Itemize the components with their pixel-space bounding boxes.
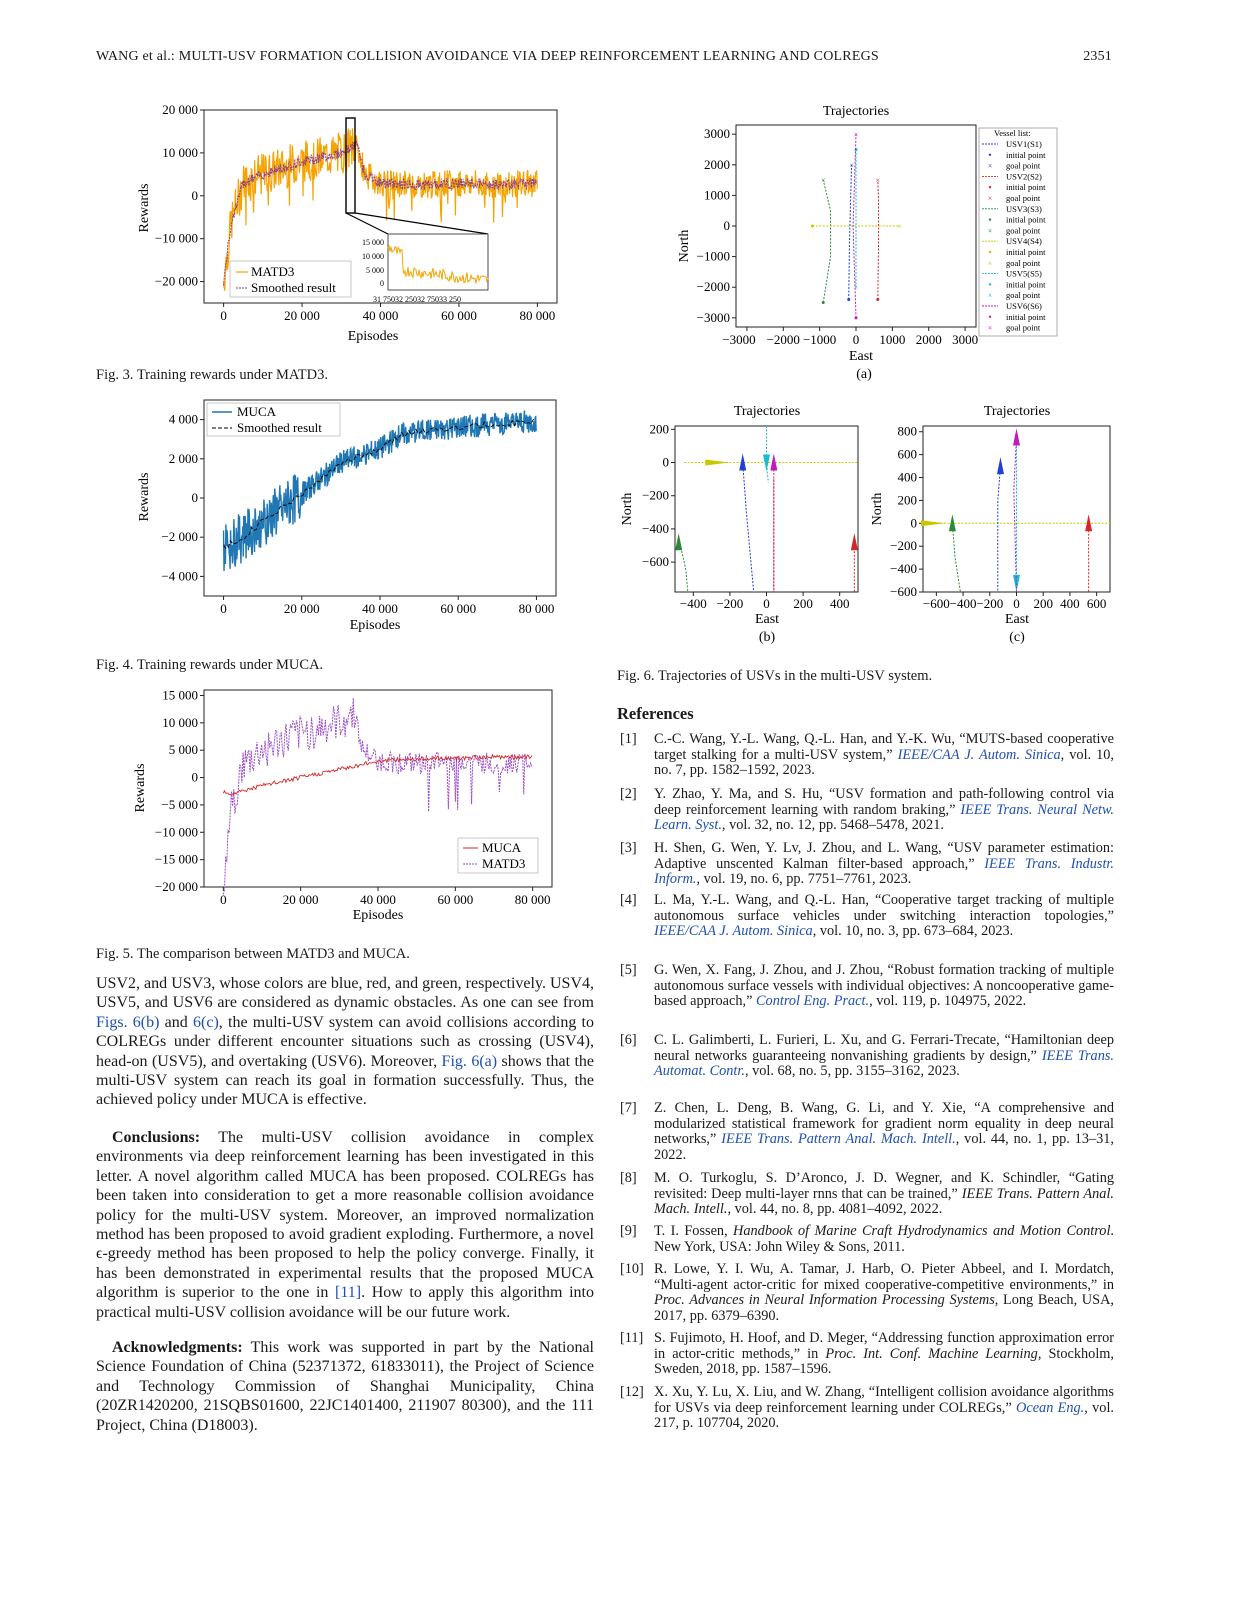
fig5-ytick-label: 10 000 (162, 714, 198, 730)
body-paragraph-1: USV2, and USV3, whose colors are blue, red, and green, respectively. USV4, USV5, and USV6 are considered as dynamic obstacles. As one can see from Figs. 6(b) and 6(c), the multi-USV system can avoid collisions according to COLREGs under different encounter situations such as crossing (USV4), head-on (USV5), and overtaking (USV6). Moreover, Fig. 6(a) shows that the multi-USV system can reach its goal in formation successfully. Thus, the achieved policy under MUCA is effective. (96, 975, 595, 1109)
fig6a-ytick-label: 3000 (704, 126, 730, 142)
fig3-ytick-label: 0 (191, 187, 198, 203)
fig3-ytick-label: −10 000 (154, 230, 198, 246)
fig6b-xlabel: East (754, 612, 780, 627)
fig4-xlabel: Episodes (349, 618, 401, 633)
reference-number: [6] (620, 1032, 637, 1048)
fig5-xtick-label: 40 000 (360, 892, 396, 907)
fig6a-goal-point: × (897, 222, 902, 231)
fig6a-legend-label: initial point (1006, 182, 1046, 193)
reference-journal-link[interactable]: IEEE/CAA J. Autom. Sinica (897, 746, 1061, 763)
reference-item (620, 787, 1114, 834)
fig6c-trajectory (998, 466, 1001, 592)
reference-number: [5] (620, 962, 637, 978)
reference-item (620, 1171, 1114, 1218)
fig5-ytick-label: −10 000 (154, 824, 198, 840)
fig6c-xtick-label: −200 (976, 596, 1004, 611)
fig6a-xtick-label: 1000 (879, 332, 906, 347)
fig6b-vessel-marker (739, 454, 746, 471)
reference-item (620, 1101, 1114, 1164)
conclusions-paragraph: Conclusions: The multi-USV collision avoidance in complex environments via deep reinforcement learning has been investigated in this letter. A novel algorithm called MUCA has been proposed. COLREGs has been taken into consideration to get a more reasonable collision avoidance policy for the multi-USV system. Moreover, an improved normalization method has been proposed to avoid gradient exploding. Furthermore, a novel ϵ-greedy method has been proposed to help the policy converge. Finally, it has been demonstrated in experimental results that the proposed MUCA algorithm is superior to the one in [11]. How to apply this algorithm into practical multi-USV collision avoidance will be our future work. (96, 1129, 594, 1321)
fig6a-goal-point: × (853, 283, 859, 293)
fig6a-chart (668, 98, 1068, 388)
fig6a-legend-label: goal point (1006, 225, 1041, 236)
fig6-caption: Fig. 6. Trajectories of USVs in the multi-USV system. (617, 668, 933, 684)
fig6a-xtick-label: 2000 (915, 332, 942, 347)
fig6a-legend-marker (989, 218, 991, 220)
fig3-legend-matd3: MATD3 (251, 264, 295, 279)
fig3-inset (362, 234, 488, 304)
fig6b-xtick-label: 0 (763, 596, 770, 611)
fig6b-chart (617, 398, 867, 646)
fig6a-initial-point (876, 298, 879, 301)
fig3-ytick-label: −20 000 (154, 273, 198, 289)
fig3-xlabel: Episodes (347, 329, 399, 344)
fig3-xtick-label: 80 000 (519, 308, 556, 323)
fig6b-ytick-label: −200 (642, 487, 669, 503)
fig6c-ytick-label: −400 (890, 561, 917, 577)
reference-journal-link[interactable]: IEEE Trans. Pattern Anal. Mach. Intell. (721, 1131, 956, 1148)
fig3-inset-ytick: 5 000 (366, 266, 384, 275)
fig3-legend (230, 261, 351, 297)
fig6c-ytick-label: 400 (897, 469, 917, 485)
fig6b-trajectory (743, 463, 754, 592)
fig6a-legend-label: goal point (1006, 160, 1041, 171)
fig5-legend-muca: MUCA (482, 840, 522, 855)
fig4-ytick-label: 4 000 (168, 411, 198, 427)
fig6a-legend-marker (989, 154, 991, 156)
fig6a-legend-marker: × (987, 194, 993, 203)
references-heading: References (617, 704, 694, 723)
fig3-inset-ytick: 0 (380, 279, 384, 288)
fig6c-xtick-label: 600 (1086, 596, 1107, 611)
fig6a-title: Trajectories (822, 104, 890, 119)
reference-journal-link[interactable]: IEEE Trans. Industr. Inform. (654, 855, 1114, 888)
fig6a-ytick-label: −1000 (696, 248, 730, 264)
fig6a-goal-point: × (821, 176, 826, 186)
reference-item (620, 1385, 1114, 1432)
fig3-inset-xticks: 31 75032 25032 75033 250 (373, 295, 461, 304)
fig6a-sublabel: (a) (856, 367, 872, 382)
reference-text: L. Ma, Y.-L. Wang, and Q.-L. Han, “Cooperative target tracking of multiple autonomous surface vehicles under switching interaction topologies,” IEEE/CAA J. Autom. Sinica, vol. 10, no. 3, pp. 673–684, 2023. (654, 892, 1114, 940)
reference-venue: Proc. Advances in Neural Information Processing Systems (654, 1292, 995, 1309)
fig3-xtick-label: 40 000 (362, 308, 399, 323)
fig6a-initial-point (855, 316, 858, 319)
fig6b-xtick-label: 200 (793, 596, 813, 611)
fig6b-ytick-label: −400 (642, 520, 669, 536)
fig3-xtick-label: 60 000 (441, 308, 477, 323)
fig3-chart (130, 98, 570, 348)
link-fig6a[interactable]: Fig. 6(a) (441, 1052, 498, 1070)
fig5-xtick-label: 80 000 (514, 892, 551, 907)
reference-item (620, 1262, 1114, 1325)
fig6c-xlabel: East (1004, 612, 1030, 627)
fig6a-legend-label: initial point (1006, 247, 1046, 257)
fig6a-initial-point (811, 225, 814, 228)
fig6a-ytick-label: 1000 (704, 187, 730, 203)
fig6b-trajectory (767, 426, 769, 482)
fig6b-vessel-marker (675, 533, 682, 550)
conclusions-heading: Conclusions: (112, 1129, 201, 1146)
fig6b-vessel-marker (851, 533, 858, 550)
fig6b-xtick-label: −400 (679, 596, 707, 611)
fig6a-legend-label: USV2(S2) (1006, 171, 1042, 182)
fig4-ytick-label: −4 000 (161, 568, 198, 584)
reference-item (620, 893, 1114, 940)
reference-item (620, 732, 1114, 779)
fig6a-legend-marker: × (987, 258, 993, 268)
fig5-ytick-label: −20 000 (154, 879, 198, 894)
fig4-ytick-label: 2 000 (168, 450, 198, 466)
fig3-ylabel: Rewards (137, 183, 152, 233)
reference-journal-link[interactable]: IEEE Trans. Automat. Contr. (654, 1047, 1114, 1080)
fig6a-xtick-label: −1000 (802, 332, 837, 347)
fig6b-title: Trajectories (733, 404, 801, 419)
fig6b-vessel-marker (770, 454, 777, 471)
reference-number: [3] (620, 840, 637, 856)
fig6c-ytick-label: 0 (910, 515, 917, 531)
fig6a-xtick-label: −2000 (766, 332, 800, 347)
reference-number: [4] (620, 892, 637, 908)
fig6a-legend-label: USV5(S5) (1006, 268, 1042, 279)
fig4-legend-muca: MUCA (237, 404, 277, 419)
reference-text: X. Xu, Y. Lu, X. Liu, and W. Zhang, “Intelligent collision avoidance algorithms for USVs via deep reinforcement learning under COLREGs,” Ocean Eng., vol. 217, p. 107704, 2020. (654, 1384, 1114, 1432)
fig6c-title: Trajectories (983, 404, 1051, 419)
reference-number: [7] (620, 1100, 637, 1116)
fig5-legend-matd3: MATD3 (482, 856, 526, 871)
reference-venue: IEEE Trans. Pattern Anal. Mach. Intell. (654, 1185, 1114, 1218)
fig6c-vessel-marker (921, 520, 945, 526)
fig6c-xtick-label: 400 (1060, 596, 1080, 611)
fig4-xtick-label: 20 000 (283, 601, 320, 616)
fig6a-goal-point: × (849, 160, 854, 170)
page-number: 2351 (1083, 49, 1112, 64)
fig6a-goal-point: × (853, 130, 859, 140)
reference-text: Y. Zhao, Y. Ma, and S. Hu, “USV formation and path-following control via deep reinforcement learning with random braking,” IEEE Trans. Neural Netw. Learn. Syst., vol. 32, no. 12, pp. 5468–5478, 2021. (654, 786, 1114, 834)
reference-number: [2] (620, 786, 637, 802)
reference-number: [9] (620, 1223, 637, 1239)
reference-journal-link[interactable]: IEEE/CAA J. Autom. Sinica (654, 923, 813, 940)
reference-text: M. O. Turkoglu, S. D’Aronco, J. D. Wegner, and K. Schindler, “Gating revisited: Deep multi-layer rnns that can be trained,” IEEE Trans. Pattern Anal. Mach. Intell., vol. 44, no. 8, pp. 4081–4092, 2022. (654, 1170, 1114, 1218)
fig5-ytick-label: 5 000 (168, 742, 198, 758)
fig6b-ytick-label: −600 (642, 554, 669, 570)
fig5-ytick-label: 15 000 (162, 687, 198, 703)
fig6a-legend-marker: × (987, 323, 993, 333)
reference-text: H. Shen, G. Wen, Y. Lv, J. Zhou, and L. Wang, “USV parameter estimation: Adaptive unscented Kalman filter-based approach,” IEEE Trans. Industr. Inform., vol. 19, no. 6, pp. 7751–7761, 2023. (654, 840, 1114, 888)
fig6a-legend-label: goal point (1006, 193, 1041, 203)
reference-venue: Handbook of Marine Craft Hydrodynamics and Motion Control (733, 1223, 1111, 1239)
reference-item (620, 841, 1114, 888)
fig5-ytick-label: −15 000 (154, 851, 198, 867)
fig6b-ytick-label: 200 (649, 421, 669, 437)
fig4-chart (130, 392, 570, 642)
reference-item (620, 1033, 1114, 1080)
fig5-caption: Fig. 5. The comparison between MATD3 and MUCA. (96, 946, 410, 962)
reference-number: [1] (620, 731, 637, 747)
running-title: WANG et al.: MULTI-USV FORMATION COLLISION AVOIDANCE VIA DEEP REINFORCEMENT LEARNING AND COLREGS (96, 49, 879, 64)
fig6b-sublabel: (b) (758, 630, 776, 645)
fig6b-ylabel: North (620, 492, 635, 526)
fig6a-ytick-label: 0 (723, 218, 730, 233)
fig6a-legend-label: initial point (1006, 311, 1046, 322)
fig6a-ytick-label: −2000 (696, 279, 730, 295)
fig5-xlabel: Episodes (352, 908, 404, 923)
reference-item (620, 1331, 1114, 1378)
reference-text: S. Fujimoto, H. Hoof, and D. Meger, “Addressing function approximation error in actor-critic methods,” in Proc. Int. Conf. Machine Learning, Stockholm, Sweden, 2018, pp. 1587–1596. (654, 1330, 1114, 1378)
fig6a-legend-label: goal point (1006, 257, 1041, 268)
fig6a-legend-label: goal point (1006, 322, 1041, 333)
fig6a-ylabel: North (677, 229, 692, 263)
fig4-xtick-label: 40 000 (362, 601, 398, 616)
reference-number: [8] (620, 1170, 637, 1186)
fig5-ytick-label: 0 (191, 769, 198, 785)
fig6a-xlabel: East (848, 349, 874, 364)
fig6a-legend-label: USV3(S3) (1006, 203, 1042, 214)
reference-number: [12] (620, 1384, 644, 1400)
fig6a-goal-point: × (875, 176, 881, 186)
link-fig6b[interactable]: Figs. 6(b) (96, 1013, 160, 1031)
fig6a-ytick-label: 2000 (704, 156, 730, 172)
reference-journal-link[interactable]: Ocean Eng. (1016, 1399, 1085, 1416)
fig3-zoom-connector-2 (355, 213, 488, 234)
fig6a-trajectory (823, 180, 830, 302)
fig3-inset-ytick: 10 000 (362, 252, 384, 261)
reference-venue: Proc. Int. Conf. Machine Learning (825, 1345, 1038, 1362)
reference-journal-link[interactable]: IEEE Trans. Neural Netw. Learn. Syst. (654, 801, 1114, 834)
fig5-xtick-label: 60 000 (437, 892, 474, 907)
fig6a-legend (979, 128, 1057, 336)
fig3-xtick-label: 20 000 (284, 308, 320, 323)
fig6a-legend-marker: × (987, 161, 993, 171)
fig6c-ytick-label: 600 (897, 446, 917, 462)
fig6b-ytick-label: 0 (662, 454, 669, 470)
fig4-legend-smoothed: Smoothed result (237, 420, 322, 435)
fig3-ytick-label: 20 000 (162, 102, 198, 117)
fig4-legend (207, 403, 340, 436)
fig6a-legend-marker (989, 186, 991, 188)
fig6a-legend-marker (989, 316, 991, 318)
reference-text: G. Wen, X. Fang, J. Zhou, and J. Zhou, “Robust formation tracking of multiple autonomous surface vessels with individual objectives: A noncooperative game-based approach,” Control Eng. Pract., vol. 119, p. 104975, 2022. (654, 962, 1114, 1010)
fig3-ytick-label: 10 000 (162, 144, 198, 160)
acknowledgments-heading: Acknowledgments: (112, 1339, 243, 1356)
fig6a-ytick-label: −3000 (696, 309, 730, 325)
fig4-xtick-label: 0 (220, 601, 227, 616)
link-ref11[interactable]: [11] (335, 1284, 362, 1302)
fig6a-legend-label: goal point (1006, 290, 1041, 301)
fig6a-initial-point (847, 298, 850, 301)
reference-text: R. Lowe, Y. I. Wu, A. Tamar, J. Harb, O. Pieter Abbeel, and I. Mordatch, “Multi-agent actor-critic for mixed cooperative-competitive environments,” in Proc. Advances in Neural Information Processing Systems, Long Beach, USA, 2017, pp. 6379–6390. (654, 1261, 1114, 1325)
reference-text: C. L. Galimberti, L. Furieri, L. Xu, and G. Ferrari-Trecate, “Hamiltonian deep neural networks guaranteeing nonvanishing gradients by design,” IEEE Trans. Automat. Contr., vol. 68, no. 5, pp. 3155–3162, 2023. (654, 1032, 1114, 1080)
fig6a-legend-label: USV4(S4) (1006, 236, 1042, 247)
fig4-ylabel: Rewards (137, 472, 152, 522)
fig6a-trajectory (849, 165, 852, 300)
acknowledgments-paragraph: Acknowledgments: This work was supported in part by the National Science Foundation of China (52371372, 61833011), the Project of Science and Technology Commission of Shanghai Municipality, China (20ZR1420200, 21SQBS01600, 22JC1401400, 211907 80300), and the 111 Project, China (D18003). (96, 1339, 594, 1434)
fig6a-xtick-label: 3000 (952, 332, 979, 347)
fig6a-xtick-label: 0 (852, 332, 860, 347)
fig3-legend-smoothed: Smoothed result (251, 280, 336, 295)
fig6c-xtick-label: −400 (949, 596, 977, 611)
fig6c-ytick-label: −200 (890, 538, 917, 554)
reference-number: [10] (620, 1261, 644, 1277)
fig6c-ylabel: North (870, 492, 885, 526)
fig6b-vessel-marker (705, 460, 729, 466)
fig6b-xtick-label: −200 (716, 596, 744, 611)
fig6a-trajectory (878, 180, 879, 299)
reference-item (620, 963, 1114, 1010)
fig4-ytick-label: 0 (191, 490, 198, 505)
fig6c-ytick-label: 200 (897, 492, 917, 508)
fig5-legend (458, 838, 538, 873)
fig6c-xtick-label: 200 (1033, 596, 1053, 611)
fig6c-xtick-label: −600 (922, 596, 950, 611)
link-fig6c[interactable]: 6(c) (193, 1013, 219, 1031)
fig3-inset-ytick: 15 000 (362, 238, 384, 247)
reference-text: Z. Chen, L. Deng, B. Wang, G. Li, and Y. Xie, “A comprehensive and modularized statistical framework for gradient norm equality in deep neural networks,” IEEE Trans. Pattern Anal. Mach. Intell., vol. 44, no. 1, pp. 13–31, 2022. (654, 1100, 1114, 1164)
running-header (96, 49, 1112, 65)
fig6c-chart (867, 398, 1122, 646)
fig6c-vessel-marker (997, 457, 1004, 474)
fig4-xtick-label: 80 000 (518, 601, 555, 616)
fig6c-sublabel: (c) (1009, 630, 1025, 645)
fig6a-legend-marker: × (987, 291, 993, 301)
fig6a-initial-point (822, 301, 825, 304)
reference-text: C.-C. Wang, Y.-L. Wang, Q.-L. Han, and Y.-K. Wu, “MUTS-based cooperative target stalking for a multi-USV system,” IEEE/CAA J. Autom. Sinica, vol. 10, no. 7, pp. 1582–1592, 2023. (654, 731, 1115, 779)
fig6c-vessel-marker (1013, 428, 1020, 445)
fig6a-legend-label: initial point (1006, 214, 1046, 225)
fig5-ytick-label: −5 000 (161, 796, 198, 812)
fig6a-legend-title: Vessel list: (994, 128, 1031, 138)
fig6c-trajectory (952, 523, 960, 592)
fig6c-xtick-label: 0 (1013, 596, 1020, 611)
reference-number: [11] (620, 1330, 644, 1346)
fig6a-legend-label: USV6(S6) (1006, 301, 1042, 311)
reference-item (620, 1224, 1114, 1255)
fig3-xtick-label: 0 (220, 308, 227, 323)
fig6a-legend-label: initial point (1006, 279, 1046, 290)
fig5-xtick-label: 0 (220, 892, 227, 907)
reference-journal-link[interactable]: Control Eng. Pract. (756, 993, 870, 1010)
fig6a-legend-marker: × (987, 226, 993, 236)
fig5-xtick-label: 20 000 (282, 892, 319, 907)
fig6a-legend-marker (989, 283, 991, 285)
fig3-caption: Fig. 3. Training rewards under MATD3. (96, 367, 328, 383)
fig5-chart (130, 682, 570, 932)
fig4-ytick-label: −2 000 (161, 529, 198, 545)
fig6c-ytick-label: 800 (897, 423, 917, 439)
fig6a-xtick-label: −3000 (722, 332, 756, 347)
reference-text: T. I. Fossen, Handbook of Marine Craft Hydrodynamics and Motion Control. New York, USA: John Wiley & Sons, 2011. (654, 1223, 1114, 1255)
fig6a-legend-label: USV1(S1) (1006, 139, 1042, 149)
fig6c-ytick-label: −600 (890, 584, 917, 599)
fig6a-legend-label: initial point (1006, 149, 1046, 160)
fig6a-legend-marker (989, 251, 991, 253)
fig4-xtick-label: 60 000 (440, 601, 477, 616)
fig5-ylabel: Rewards (133, 763, 148, 813)
fig3-zoom-connector (346, 213, 388, 234)
fig6b-xtick-label: 400 (829, 596, 850, 611)
fig4-caption: Fig. 4. Training rewards under MUCA. (96, 657, 324, 673)
